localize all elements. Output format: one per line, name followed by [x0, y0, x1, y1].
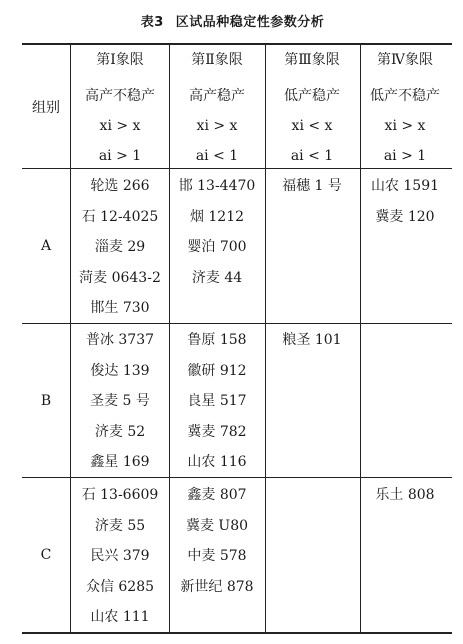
variety-cell: 山农 111	[90, 609, 150, 626]
variety-cell: 冀麦 120	[375, 208, 435, 225]
variety-cell: 烟 1212	[189, 208, 245, 225]
quadrant-4-ai: ai > 1	[383, 148, 427, 164]
variety-cell: 济麦 44	[191, 269, 243, 286]
variety-cell: 石 12-4025	[81, 208, 159, 225]
variety-cell: 鑫星 169	[90, 454, 150, 471]
quadrant-4-xi: xi > x	[384, 118, 426, 134]
variety-cell: 轮选 266	[90, 178, 150, 194]
variety-cell: 新世纪 878	[180, 578, 254, 595]
variety-cell: 福穗 1 号	[282, 178, 342, 194]
group-a-b-rule	[22, 323, 452, 324]
bottom-rule	[22, 632, 452, 634]
column-rule	[70, 44, 71, 634]
quadrant-2-xi: xi > x	[196, 118, 238, 134]
quadrant-3-xi: xi < x	[291, 118, 333, 134]
variety-cell: 粮圣 101	[282, 332, 342, 348]
column-rule	[265, 44, 266, 634]
quadrant-3-name: 第Ⅲ象限	[284, 52, 340, 68]
variety-cell: 徽研 912	[187, 362, 247, 379]
quadrant-3-type: 低产稳产	[284, 88, 340, 104]
variety-cell: 乐土 808	[375, 487, 435, 503]
group-label-a: A	[40, 238, 52, 254]
variety-cell: 良星 517	[187, 393, 247, 410]
header-rule	[22, 168, 452, 169]
variety-cell: 菏麦 0643-2	[79, 269, 161, 286]
variety-cell: 山农 1591	[370, 178, 440, 194]
quadrant-4-name: 第Ⅳ象限	[377, 52, 433, 68]
variety-cell: 邯 13-4470	[178, 178, 256, 194]
quadrant-2-type: 高产稳产	[189, 88, 245, 104]
variety-cell: 俊达 139	[90, 362, 150, 379]
variety-cell: 民兴 379	[90, 548, 150, 565]
top-rule	[22, 43, 452, 45]
variety-cell: 邯生 730	[90, 300, 150, 317]
quadrant-2-name: 第Ⅱ象限	[191, 52, 243, 68]
group-label-b: B	[40, 393, 52, 409]
variety-cell: 冀麦 782	[187, 423, 247, 440]
variety-cell: 众信 6285	[85, 578, 155, 595]
quadrant-1-xi: xi > x	[99, 118, 141, 134]
column-rule	[360, 44, 361, 634]
group-label-c: C	[40, 547, 52, 563]
quadrant-4-type: 低产不稳产	[370, 88, 440, 104]
variety-cell: 济麦 55	[94, 517, 146, 534]
variety-cell: 济麦 52	[94, 423, 146, 440]
variety-cell: 鲁原 158	[187, 332, 247, 348]
quadrant-2-ai: ai < 1	[195, 148, 239, 164]
variety-cell: 普冰 3737	[85, 332, 155, 348]
variety-cell: 淄麦 29	[94, 239, 146, 256]
table-caption: 区试品种稳定性参数分析	[175, 15, 325, 30]
variety-cell: 鑫麦 807	[187, 487, 247, 503]
variety-cell: 山农 116	[187, 454, 247, 471]
quadrant-1-type: 高产不稳产	[85, 88, 155, 104]
variety-cell: 中麦 578	[187, 548, 247, 565]
variety-cell: 婴泊 700	[187, 239, 247, 256]
column-rule	[169, 44, 170, 634]
quadrant-3-ai: ai < 1	[290, 148, 334, 164]
group-b-c-rule	[22, 477, 452, 478]
group-header: 组别	[32, 100, 60, 116]
variety-cell: 圣麦 5 号	[90, 393, 150, 410]
quadrant-1-ai: ai > 1	[98, 148, 142, 164]
table-title	[0, 11, 463, 30]
table-number: 表3	[140, 15, 164, 30]
variety-cell: 石 13-6609	[81, 487, 159, 503]
variety-cell: 冀麦 U80	[185, 517, 249, 534]
quadrant-1-name: 第Ⅰ象限	[96, 52, 144, 68]
